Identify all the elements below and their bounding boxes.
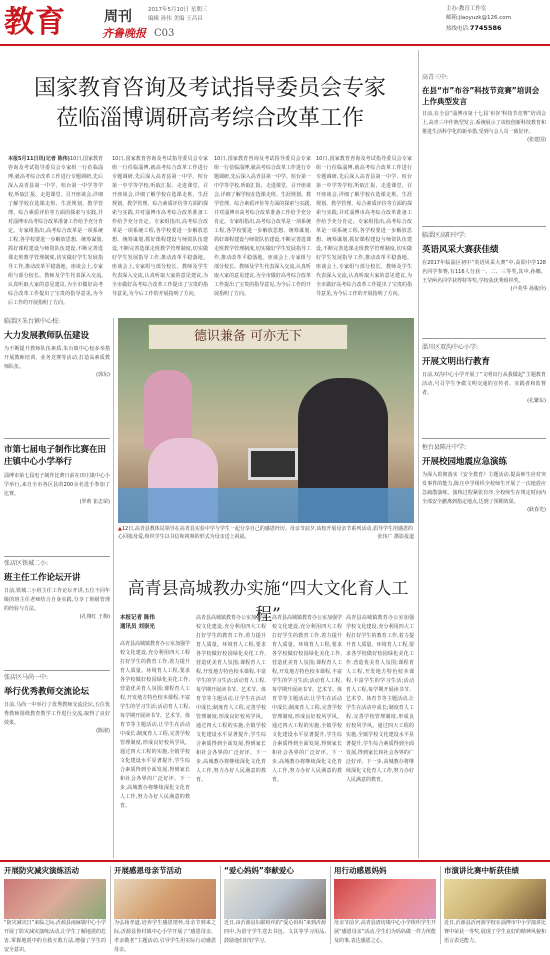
left-item-3 [4, 560, 110, 668]
sidebar-item-1 [422, 74, 546, 224]
bottom-divider-1 [110, 866, 111, 944]
sidebar-title: 开展文明出行教育 [422, 356, 491, 367]
bottom-item-title: 用行动感恩妈妈 [334, 866, 387, 875]
second-col-3 [272, 614, 342, 852]
photo-banner [148, 324, 348, 350]
left-item-section: 临淄区朱台镇中心校: [4, 318, 61, 325]
second-headline: 高青县高城教办实施“四大文化育人工程” [127, 579, 409, 625]
left-item-1 [4, 318, 110, 436]
left-item-body: 为不断提升教师队伍素质,朱台镇中心校多举措开展教师培训、业务竞赛等活动,打造高素质教师队伍。 [4, 346, 110, 370]
lead-byline: 本报5月11日讯(记者 陈伟) [8, 156, 70, 162]
lead-body-2: 10日,国家教育咨询及考试指导委员会专家组一行莅临淄博,就高考综合改革工作进行专题调研,先后深入高青县第一中学、桓台第一中学等学校,听取汇报、走进课堂、召开座谈会,详细了解学校在选课走班、生涯规划、教学管理、综合素质评价等方面的探索与实践,并对淄博市高考综合改革准备工作给予充分肯定。专家组指出,高考综合改革是一项系统工程,各学校要进一步解放思想、统筹谋划,抓好课程建设与师资队伍建设,不断完善选课走班教学管理制度,切实做好学生发展指导工作,推动改革平稳落地。座谈会上,专家组与部分校长、教师及学生代表深入交流,认真听取大家的意见建议,为全市做好高考综合改革工作提出了宝贵的指导意见,为今后工作的开展指明了方向。 [112, 156, 208, 297]
left-item-section: 张店区马尚一中: [4, 674, 49, 681]
second-col-1 [120, 640, 190, 852]
lead-body-3: 10日,国家教育咨询及考试指导委员会专家组一行莅临淄博,就高考综合改革工作进行专题调研,先后深入高青县第一中学、桓台第一中学等学校,听取汇报、走进课堂、召开座谈会,详细了解学校在选课走班、生涯规划、教学管理、综合素质评价等方面的探索与实践,并对淄博市高考综合改革准备工作给予充分肯定。专家组指出,高考综合改革是一项系统工程,各学校要进一步解放思想、统筹谋划,抓好课程建设与师资队伍建设,不断完善选课走班教学管理制度,切实做好学生发展指导工作,推动改革平稳落地。座谈会上,专家组与部分校长、教师及学生代表深入交流,认真听取大家的意见建议,为全市做好高考综合改革工作提出了宝贵的指导意见,为今后工作的开展指明了方向。 [214, 156, 311, 297]
second-body-3: 高青县高城镇教育办公室加强学校文化建设,充分利用四大工程打好学生的教育工作,着力提升育人质量。环境育人工程,要求各学校做好校园绿化美化工作,营造优美育人氛围;课程育人工程,开发地方特色校本课程,丰富学生的学习生活;活动育人工程,每学期开展读书节、艺术节、体育节等主题活动,让学生在活动中成长;制度育人工程,完善学校管理制度,形成良好校风学风。通过四大工程的实施,全镇学校文化建设水平显著提升,学生综合素质得到全面发展,得到家长和社会各界的广泛好评。下一步,高城教办将继续深化文化育人工作,努力办好人民满意的教育。 [272, 615, 343, 783]
hotline-label: 热线电话: [446, 26, 470, 32]
sidebar-section: 桓台县陈庄中学: [422, 444, 467, 451]
left-item-body: 日前,铁城二小班主任工作论坛开讲,五位不同年级的班主任老师结合自身实践,分享了班级管理的经验与方法。 [4, 588, 110, 612]
section-title: 教育 [4, 5, 66, 40]
bottom-item-body: 近日,由沂源县妇联组织的“爱心妈妈”来到沂源四中,为留守学生送去书包、文具等学习用品,鼓励他们好好学习。 [224, 919, 326, 944]
sidebar-credit: (卢英华 孙俊玲) [510, 286, 546, 292]
left-rule-1 [4, 438, 110, 439]
bottom-item-title: “爱心妈妈”奉献爱心 [224, 866, 294, 875]
lead-body-4: 10日,国家教育咨询及考试指导委员会专家组一行莅临淄博,就高考综合改革工作进行专题调研,先后深入高青县第一中学、桓台第一中学等学校,听取汇报、走进课堂、召开座谈会,详细了解学校在选课走班、生涯规划、教学管理、综合素质评价等方面的探索与实践,并对淄博市高考综合改革准备工作给予充分肯定。专家组指出,高考综合改革是一项系统工程,各学校要进一步解放思想、统筹谋划,抓好课程建设与师资队伍建设,不断完善选课走班教学管理制度,切实做好学生发展指导工作,推动改革平稳落地。座谈会上,专家组与部分校长、教师及学生代表深入交流,认真听取大家的意见建议,为全市做好高考综合改革工作提出了宝贵的指导意见,为今后工作的开展指明了方向。 [316, 156, 412, 297]
caption-marker: ▲ [118, 526, 122, 532]
bottom-item-body: “防灾减灾日”来临之际,沂源县南麻镇中心小学开展了防灾减灾演练活动,让学生了解地震的危害,掌握地震中的自救互救方法,增强了学生的安全意识。 [4, 919, 106, 953]
bottom-rule [0, 860, 550, 862]
left-item-title: 市第七届电子制作比赛在田庄镇中心小学举行 [4, 445, 107, 468]
bottom-item-5 [444, 866, 546, 944]
sidebar-title: 开展校园地震应急演练 [422, 456, 508, 467]
second-body-1: 高青县高城镇教育办公室加强学校文化建设,充分利用四大工程打好学生的教育工作,着力提升育人质量。环境育人工程,要求各学校做好校园绿化美化工作,营造优美育人氛围;课程育人工程,开发地方特色校本课程,丰富学生的学习生活;活动育人工程,每学期开展读书节、艺术节、体育节等主题活动,让学生在活动中成长;制度育人工程,完善学校管理制度,形成良好校风学风。通过四大工程的实施,全镇学校文化建设水平显著提升,学生综合素质得到全面发展,得到家长和社会各界的广泛好评。下一步,高城教办将继续深化文化育人工作,努力办好人民满意的教育。 [120, 641, 191, 809]
editor-line: 编辑 孙伟 美编 王昌昌 [148, 16, 203, 22]
lead-col-1 [8, 155, 103, 313]
second-body-4: 高青县高城镇教育办公室加强学校文化建设,充分利用四大工程打好学生的教育工作,着力提升育人质量。环境育人工程,要求各学校做好校园绿化美化工作,营造优美育人氛围;课程育人工程,开发地方特色校本课程,丰富学生的学习生活;活动育人工程,每学期开展读书节、艺术节、体育节等主题活动,让学生在活动中成长;制度育人工程,完善学校管理制度,形成良好校风学风。通过四大工程的实施,全镇学校文化建设水平显著提升,学生综合素质得到全面发展,得到家长和社会各界的广泛好评。下一步,高城教办将继续深化文化育人工作,努力办好人民满意的教育。 [346, 615, 414, 783]
left-item-credit: (孔翔红 王梅) [79, 614, 110, 620]
bottom-item-title: 市演讲比赛中斩获佳绩 [444, 866, 519, 875]
bottom-divider-2 [220, 866, 221, 944]
page-number: C03 [154, 28, 175, 39]
bottom-item-body: 近日,沂源县沂河源学校在淄博市中小学演讲比赛中荣获一等奖,展现了学生良好的精神风貌和语言表达能力。 [444, 919, 546, 944]
sidebar-title: 英语风采大赛获佳绩 [422, 244, 499, 255]
second-col-4 [346, 614, 414, 852]
left-rule-2 [4, 556, 110, 557]
divider-left [113, 318, 114, 858]
bottom-divider-3 [330, 866, 331, 944]
bottom-photo-1 [4, 879, 106, 919]
bottom-item-1 [4, 866, 106, 953]
caption-text: 12日,高青县教体局领导在高青县实验中学与学生一起分享自己的感恩经历。母亲节前夕,该校开展母亲节系列活动,倡导学生用感恩的心回报母爱,组织学生以书信和视频的形式为母亲送上祝福。 [118, 526, 413, 540]
left-item-credit: (陈淑) [96, 728, 110, 734]
sidebar-section: 临淄区高阳中学: [422, 232, 467, 239]
second-body-2: 高青县高城镇教育办公室加强学校文化建设,充分利用四大工程打好学生的教育工作,着力提升育人质量。环境育人工程,要求各学校做好校园绿化美化工作,营造优美育人氛围;课程育人工程,开发地方特色校本课程,丰富学生的学习生活;活动育人工程,每学期开展读书节、艺术节、体育节等主题活动,让学生在活动中成长;制度育人工程,完善学校管理制度,形成良好校风学风。通过四大工程的实施,全镇学校文化建设水平显著提升,学生综合素质得到全面发展,得到家长和社会各界的广泛好评。下一步,高城教办将继续深化文化育人工作,努力办好人民满意的教育。 [196, 615, 267, 783]
left-item-credit: (罗莉 崔志荣) [79, 498, 110, 505]
lead-body-1: 10日,国家教育咨询及考试指导委员会专家组一行莅临淄博,就高考综合改革工作进行专题调研,先后深入高青县第一中学、桓台第一中学等学校,听取汇报、走进课堂、召开座谈会,详细了解学校在选课走班、生涯规划、教学管理、综合素质评价等方面的探索与实践,并对淄博市高考综合改革准备工作给予充分肯定。专家组指出,高考综合改革是一项系统工程,各学校要进一步解放思想、统筹谋划,抓好课程建设与师资队伍建设,不断完善选课走班教学管理制度,切实做好学生发展指导工作,推动改革平稳落地。座谈会上,专家组与部分校长、教师及学生代表深入交流,认真听取大家的意见建议,为全市做好高考综合改革工作提出了宝贵的指导意见,为今后工作的开展指明了方向。 [8, 156, 104, 306]
sidebar-body: 日前,双沟中心小学开展了“文明出行从我做起”主题教育活动,号召学生争做文明交通的宣传者、实践者和监督者。 [422, 372, 546, 396]
lead-title-line1: 国家教育咨询及考试指导委员会专家 [33, 76, 386, 101]
bottom-item-3 [224, 866, 326, 944]
sidebar-credit: (孔繁东) [527, 398, 546, 404]
left-column [4, 318, 110, 858]
sidebar-credit: (张建国) [527, 137, 546, 144]
bottom-divider-4 [440, 866, 441, 944]
photo-caption [118, 525, 414, 565]
sidebar-body: 为深入贯彻落实《安全教育》主题活动,提高师生应对突发事件的能力,陈庄中学组织全校师生开展了一次地震应急疏散演练。演练过程紧张有序,全校师生在规定时间内全部安全撤离到指定地点,达到了预期效果。 [422, 472, 546, 505]
masthead-rule [0, 44, 550, 46]
photo-banner-text: 德识兼备 可亦无下 [193, 329, 303, 344]
sidebar-item-4 [422, 444, 546, 644]
bottom-item-2 [114, 866, 216, 953]
left-rule-3 [4, 670, 110, 671]
sidebar-body: 在2017年临淄区初中“英语风采大赛”中,高阳中学128名同学参赛,有116人分获一、二、三等奖,其中,孙娜、王莹两名同学获得特等奖,学校获优秀组织奖。 [422, 260, 546, 284]
right-sidebar [422, 56, 546, 856]
sidebar-title: 在县“市”布谷”科技节竞赛”培训会上作典型发言 [422, 85, 540, 106]
left-item-body: 日前,马尚一中举行了优秀教师交流论坛,五位优秀教师围绕教育教学工作进行交流,取得了良好效果。 [4, 702, 110, 726]
org-line: 主办:教育工作室 [446, 6, 487, 12]
second-bylines [120, 614, 190, 638]
lead-col-4 [316, 155, 412, 313]
bottom-item-4 [334, 866, 436, 944]
left-item-section: 张店区铁城二小: [4, 560, 49, 567]
left-item-title: 班主任工作论坛开讲 [4, 572, 81, 583]
bottom-photo-3 [224, 879, 326, 919]
lead-col-2 [112, 155, 208, 313]
bottom-strip [0, 866, 550, 953]
bottom-item-title: 开展防灾减灾演练活动 [4, 866, 79, 875]
caption-credit: 张伟广 摄影报道 [377, 534, 414, 540]
second-col-2 [196, 614, 266, 852]
zhoukan-label: 周刊 [104, 9, 132, 25]
hotline-number: 7745586 [469, 24, 502, 32]
bottom-item-body: 为弘扬孝道,培养学生感恩情怀,母亲节到来之际,沂源县鲁村镇中心小学开展了“感恩母亲、孝亲敬老”主题活动,引导学生用实际行动感恩母亲。 [114, 919, 216, 953]
main-photo [118, 318, 414, 523]
bottom-item-body: 母亲节前夕,高青县唐坊镇中心小学组织学生开展“感恩母亲”活动,学生们为妈妈做一件力所能及的事,表达感恩之心。 [334, 919, 436, 944]
second-byline2: 通讯员 刘崇光 [120, 624, 155, 630]
left-item-title: 大力发展教师队伍建设 [4, 330, 90, 341]
left-item-body: 淄博市第七届电子制作比赛日前在田庄镇中心小学举行,来自全市各区县的200余名选手参加了比赛。 [4, 472, 110, 497]
lead-headline [6, 74, 414, 144]
bottom-photo-5 [444, 879, 546, 919]
hotline-line [446, 24, 502, 34]
email-line: 邮箱:jiaoyuzk@126.com [446, 15, 511, 21]
masthead [0, 0, 550, 44]
bottom-photo-4 [334, 879, 436, 919]
left-item-credit: (郭东) [96, 372, 110, 378]
bottom-item-title: 开展感恩母亲节活动 [114, 866, 182, 875]
left-item-4 [4, 674, 110, 854]
left-item-title: 举行优秀教师交流论坛 [4, 686, 90, 697]
sidebar-rule-2 [422, 338, 546, 339]
second-byline: 本报记者 陈伟 [120, 615, 155, 621]
sidebar-section: 淄川区双沟中心小学: [422, 344, 479, 351]
lead-col-3 [214, 155, 311, 313]
sidebar-item-3 [422, 344, 546, 436]
sidebar-rule-1 [422, 226, 546, 227]
sidebar-rule-3 [422, 438, 546, 439]
bottom-photo-2 [114, 879, 216, 919]
sidebar-item-2 [422, 232, 546, 336]
sidebar-section: 高青三中: [422, 74, 449, 81]
sidebar-credit: (耿春光) [527, 507, 546, 513]
lead-title-line2: 莅临淄博调研高考综合改革工作 [55, 106, 364, 131]
photo-table [118, 488, 414, 523]
paper-name: 齐鲁晚报 [102, 27, 146, 40]
photo-tablet [248, 448, 298, 480]
divider-right [418, 50, 419, 858]
sidebar-body: 日前,在全县“淄博市第十七届‘布谷’科技节竞赛”培训会上,高青三中作典型发言,系统展示了该校创新科技教育和推进生活科学化的新举措,受到与会人员一致好评。 [422, 111, 546, 136]
issue-date: 2017年5月10日 星期三 [148, 7, 208, 13]
left-item-2 [4, 444, 110, 554]
